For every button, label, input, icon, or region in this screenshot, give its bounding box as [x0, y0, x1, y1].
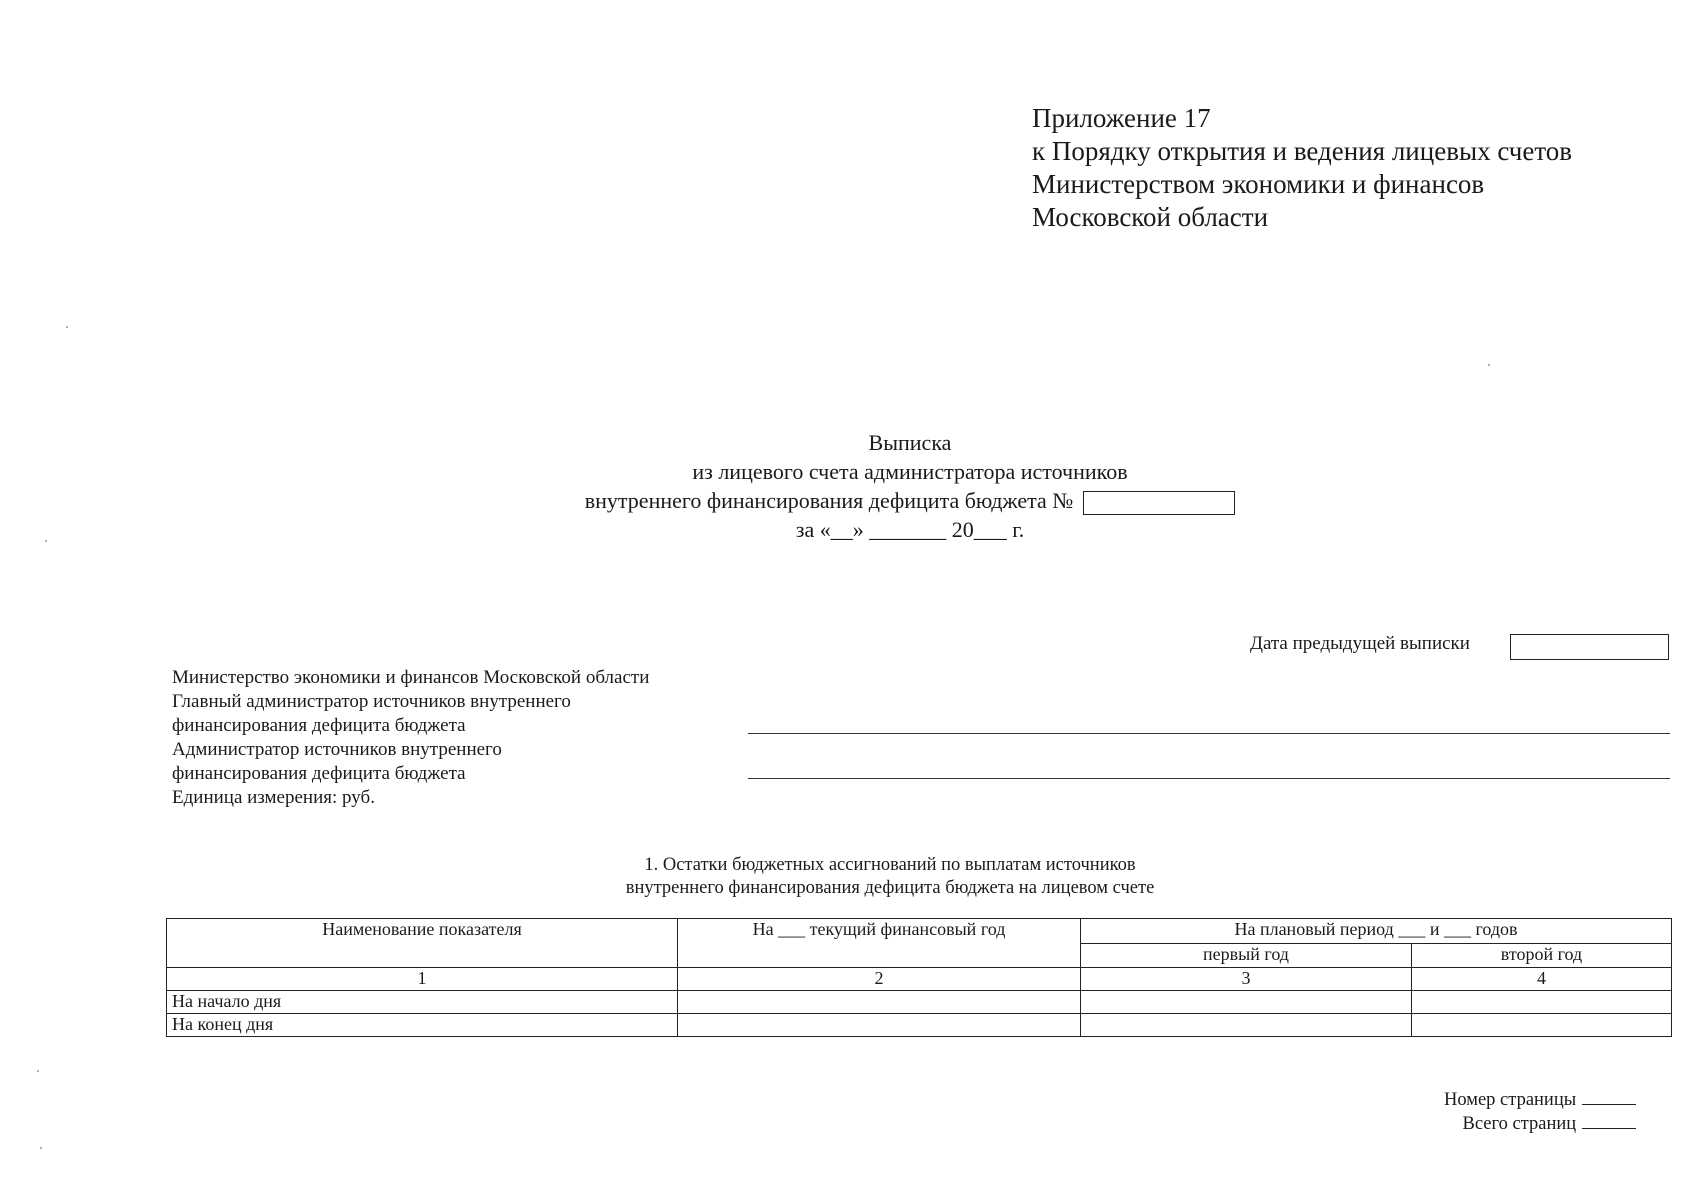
header-current-year: На ___ текущий финансовый год	[678, 919, 1081, 968]
scan-speck	[45, 540, 47, 542]
total-pages-field[interactable]	[1582, 1112, 1636, 1129]
total-pages-line	[1444, 1112, 1636, 1136]
column-number: 3	[1081, 968, 1412, 991]
column-number: 4	[1412, 968, 1672, 991]
appendix-line: к Порядку открытия и ведения лицевых счетов	[1032, 136, 1573, 166]
prev-statement-date-field[interactable]	[1510, 634, 1669, 660]
table-cell[interactable]	[678, 991, 1081, 1014]
admin-fill-line[interactable]	[748, 778, 1670, 779]
info-block	[172, 666, 649, 810]
chief-admin-fill-line[interactable]	[748, 733, 1670, 734]
title-line: внутреннего финансирования дефицита бюджета №	[584, 488, 1074, 513]
chief-admin-label: Главный администратор источников внутреннего	[172, 691, 571, 712]
scan-speck	[40, 1147, 42, 1149]
table-cell[interactable]	[678, 1014, 1081, 1037]
table-cell[interactable]	[1412, 991, 1672, 1014]
section-heading-line: 1. Остатки бюджетных ассигнований по выплатам источников	[644, 855, 1136, 875]
section-heading	[540, 854, 1240, 900]
header-first-year: первый год	[1081, 943, 1412, 968]
page-numbering	[1444, 1088, 1636, 1136]
title-line: Выписка	[868, 430, 952, 455]
section-heading-line: внутреннего финансирования дефицита бюджета на лицевом счете	[625, 878, 1155, 898]
title-account-line	[560, 486, 1260, 515]
header-name: Наименование показателя	[167, 919, 678, 968]
appendix-number: Приложение 17	[1032, 103, 1211, 133]
table-row	[167, 1014, 1672, 1037]
title-date-line: за «__» _______ 20___ г.	[795, 517, 1025, 542]
header-second-year: второй год	[1412, 943, 1672, 968]
appendix-line: Министерством экономики и финансов	[1032, 169, 1485, 199]
page-number-line	[1444, 1088, 1636, 1112]
chief-admin-label: финансирования дефицита бюджета	[172, 715, 466, 736]
page-number-label: Номер страницы	[1444, 1090, 1577, 1110]
table-cell[interactable]	[1412, 1014, 1672, 1037]
table-cell[interactable]	[1081, 991, 1412, 1014]
appendix-line: Московской области	[1032, 202, 1269, 232]
scan-speck	[1488, 364, 1490, 366]
header-planned-period: На плановый период ___ и ___ годов	[1081, 919, 1672, 944]
scan-speck	[66, 326, 68, 328]
table-row	[167, 991, 1672, 1014]
scan-speck	[37, 1070, 39, 1072]
ministry-label: Министерство экономики и финансов Московской области	[172, 667, 650, 688]
prev-statement-label: Дата предыдущей выписки	[1250, 633, 1470, 654]
title-line: из лицевого счета администратора источников	[692, 459, 1128, 484]
unit-label: Единица измерения: руб.	[172, 787, 375, 808]
column-number: 1	[167, 968, 678, 991]
table-cell[interactable]	[1081, 1014, 1412, 1037]
appendix-header	[1032, 102, 1572, 234]
column-number: 2	[678, 968, 1081, 991]
page-number-field[interactable]	[1582, 1088, 1636, 1105]
total-pages-label: Всего страниц	[1462, 1114, 1577, 1134]
column-numbers-row	[167, 968, 1672, 991]
document-title	[560, 428, 1260, 544]
account-number-field[interactable]	[1083, 491, 1235, 515]
row-label: На конец дня	[167, 1014, 678, 1037]
admin-label: финансирования дефицита бюджета	[172, 763, 466, 784]
balances-table	[166, 918, 1672, 1037]
row-label: На начало дня	[167, 991, 678, 1014]
admin-label: Администратор источников внутреннего	[172, 739, 502, 760]
